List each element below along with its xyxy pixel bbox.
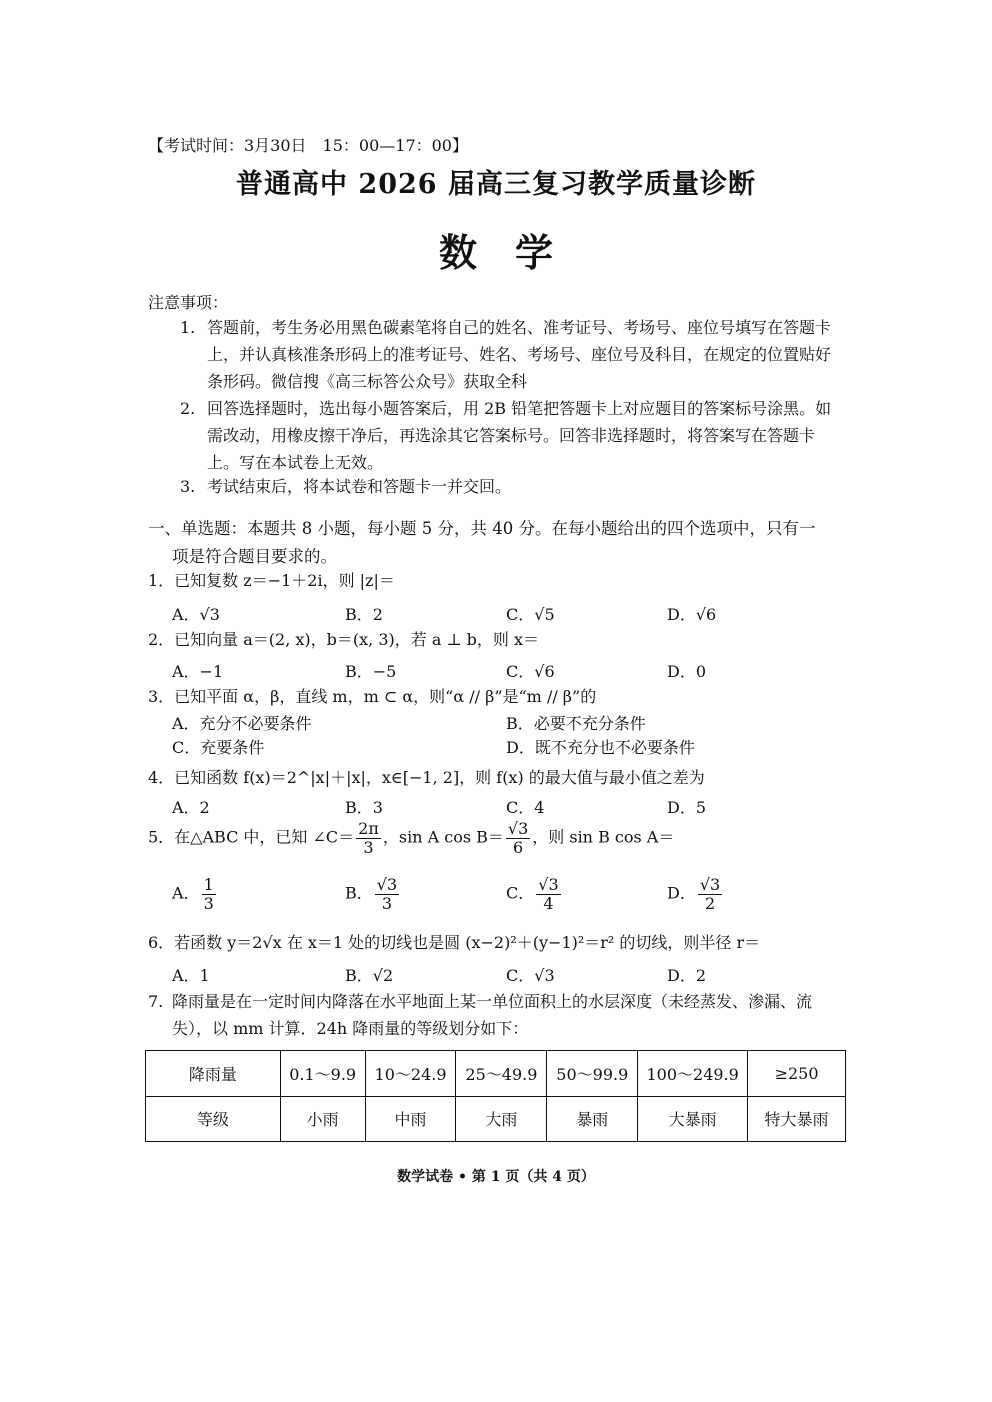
table-cell: 50～99.9 xyxy=(547,1051,638,1097)
question-1-option-a: A．√3 xyxy=(172,605,220,624)
option-label: B． xyxy=(345,883,373,903)
question-4-option-b: B．3 xyxy=(345,798,383,817)
table-cell: 大暴雨 xyxy=(638,1096,748,1142)
fraction-numerator: 2π xyxy=(358,819,379,838)
note-text: 答题前，考生务必用黑色碳素笔将自己的姓名、准考证号、考场号、座位号填写在答题卡上，并认真核准条形码上的准考证号、姓名、考场号、座位号及科目，在规定的位置贴好条形码。微信搜《高三标答公众号》获取全科 xyxy=(207,318,832,391)
sin-cos-fraction xyxy=(506,820,530,856)
question-5-prefix: 5．在△ABC 中，已知 ∠C＝ xyxy=(148,827,355,847)
question-5-stem xyxy=(148,820,674,856)
question-2-option-b: B．−5 xyxy=(345,662,397,681)
question-4-stem: 4．已知函数 f(x)＝2^|x|＋|x|，x∈[−1, 2]，则 f(x) 的最大值与最小值之差为 xyxy=(148,768,705,787)
note-item xyxy=(180,314,845,395)
question-3-option-b: B．必要不充分条件 xyxy=(506,714,646,733)
table-cell: 小雨 xyxy=(280,1096,365,1142)
note-number: 1. xyxy=(180,318,196,337)
note-item xyxy=(180,473,845,500)
fraction-numerator: √3 xyxy=(507,819,529,838)
option-fraction xyxy=(202,876,216,912)
question-6-option-b: B．√2 xyxy=(345,966,394,985)
section-heading-line1: 一、单选题：本题共 8 小题，每小题 5 分，共 40 分。在每小题给出的四个选项中，只有一 xyxy=(148,519,816,538)
table-cell: 特大暴雨 xyxy=(748,1096,846,1142)
question-5-option-d xyxy=(667,876,724,912)
option-fraction xyxy=(698,876,722,912)
fraction-denominator: 3 xyxy=(363,837,374,857)
question-2-option-d: D．0 xyxy=(667,662,707,681)
question-3-stem: 3．已知平面 α，β，直线 m，m ⊂ α，则“α // β”是“m // β”的 xyxy=(148,687,597,706)
subject-title: 数 学 xyxy=(438,230,553,275)
question-7-text: 降雨量是在一定时间内降落在水平地面上某一单位面积上的水层深度（未经蒸发、渗漏、流失），以 mm 计算．24h 降雨量的等级划分如下： xyxy=(172,992,813,1038)
angle-c-fraction xyxy=(356,820,381,856)
question-2-stem: 2．已知向量 a＝(2, x)，b＝(x, 3)，若 a ⊥ b，则 x＝ xyxy=(148,630,539,649)
fraction-numerator: √3 xyxy=(376,875,398,894)
table-cell: 中雨 xyxy=(365,1096,456,1142)
question-1-stem: 1．已知复数 z＝−1＋2i，则 |z|＝ xyxy=(148,571,395,590)
question-3-option-c: C．充要条件 xyxy=(172,738,265,757)
question-5-option-a xyxy=(172,876,218,912)
table-cell: 0.1～9.9 xyxy=(280,1051,365,1097)
table-cell: 等级 xyxy=(146,1096,281,1142)
table-cell: 100～249.9 xyxy=(638,1051,748,1097)
exam-title: 普通高中 2026 届高三复习教学质量诊断 xyxy=(236,169,756,200)
notes-heading: 注意事项： xyxy=(148,293,229,312)
question-1-option-c: C．√5 xyxy=(506,605,555,624)
option-fraction xyxy=(536,876,560,912)
fraction-denominator: 4 xyxy=(543,893,554,913)
question-1-option-d: D．√6 xyxy=(667,605,717,624)
table-cell: 25～49.9 xyxy=(456,1051,547,1097)
table-cell: 暴雨 xyxy=(547,1096,638,1142)
table-row xyxy=(146,1096,846,1142)
fraction-numerator: √3 xyxy=(699,875,721,894)
table-row xyxy=(146,1051,846,1097)
fraction-denominator: 6 xyxy=(512,837,524,857)
question-4-option-d: D．5 xyxy=(667,798,707,817)
table-cell: ≥250 xyxy=(748,1051,846,1097)
question-6-option-d: D．2 xyxy=(667,966,707,985)
question-1-option-b: B．2 xyxy=(345,605,383,624)
question-7 xyxy=(148,988,848,1042)
question-6-option-a: A．1 xyxy=(172,966,210,985)
exam-time: 【考试时间：3月30日 15：00—17：00】 xyxy=(148,136,468,155)
option-label: C． xyxy=(506,883,535,903)
section-heading-line2: 项是符合题目要求的。 xyxy=(172,547,337,566)
fraction-denominator: 3 xyxy=(203,893,214,913)
note-item xyxy=(180,395,845,476)
page-footer: 数学试卷 • 第 1 页（共 4 页） xyxy=(397,1169,595,1185)
question-2-option-c: C．√6 xyxy=(506,662,555,681)
option-fraction xyxy=(375,876,399,912)
fraction-denominator: 2 xyxy=(704,893,716,913)
option-label: A． xyxy=(172,883,200,903)
fraction-numerator: √3 xyxy=(538,875,559,894)
question-4-option-c: C．4 xyxy=(506,798,545,817)
question-4-option-a: A．2 xyxy=(172,798,210,817)
question-5-option-c xyxy=(506,876,563,912)
question-2-option-a: A．−1 xyxy=(172,662,224,681)
option-label: D． xyxy=(667,883,696,903)
fraction-numerator: 1 xyxy=(203,875,214,894)
question-5-suffix: ，则 sin B cos A＝ xyxy=(532,827,675,847)
table-cell: 大雨 xyxy=(456,1096,547,1142)
question-6-stem: 6．若函数 y＝2√x 在 x＝1 处的切线也是圆 (x−2)²＋(y−1)²＝r² 的切线，则半径 r＝ xyxy=(148,933,761,952)
question-7-number: 7. xyxy=(148,992,164,1011)
note-text: 考试结束后，将本试卷和答题卡一并交回。 xyxy=(207,477,512,496)
note-number: 3. xyxy=(180,477,196,496)
note-text: 回答选择题时，选出每小题答案后，用 2B 铅笔把答题卡上对应题目的答案标号涂黑。如需改动，用橡皮擦干净后，再选涂其它答案标号。回答非选择题时，将答案写在答题卡上。写在本试卷上无效。 xyxy=(207,399,832,472)
table-cell: 10～24.9 xyxy=(365,1051,456,1097)
note-number: 2. xyxy=(180,399,196,418)
table-cell: 降雨量 xyxy=(146,1051,281,1097)
rainfall-table xyxy=(145,1050,846,1142)
question-3-option-d: D．既不充分也不必要条件 xyxy=(506,738,695,757)
fraction-denominator: 3 xyxy=(381,893,393,913)
section-heading xyxy=(148,515,848,571)
question-3-option-a: A．充分不必要条件 xyxy=(172,714,312,733)
question-5-mid: ，sin A cos B＝ xyxy=(382,827,504,847)
question-5-option-b xyxy=(345,876,401,912)
question-6-option-c: C．√3 xyxy=(506,966,555,985)
